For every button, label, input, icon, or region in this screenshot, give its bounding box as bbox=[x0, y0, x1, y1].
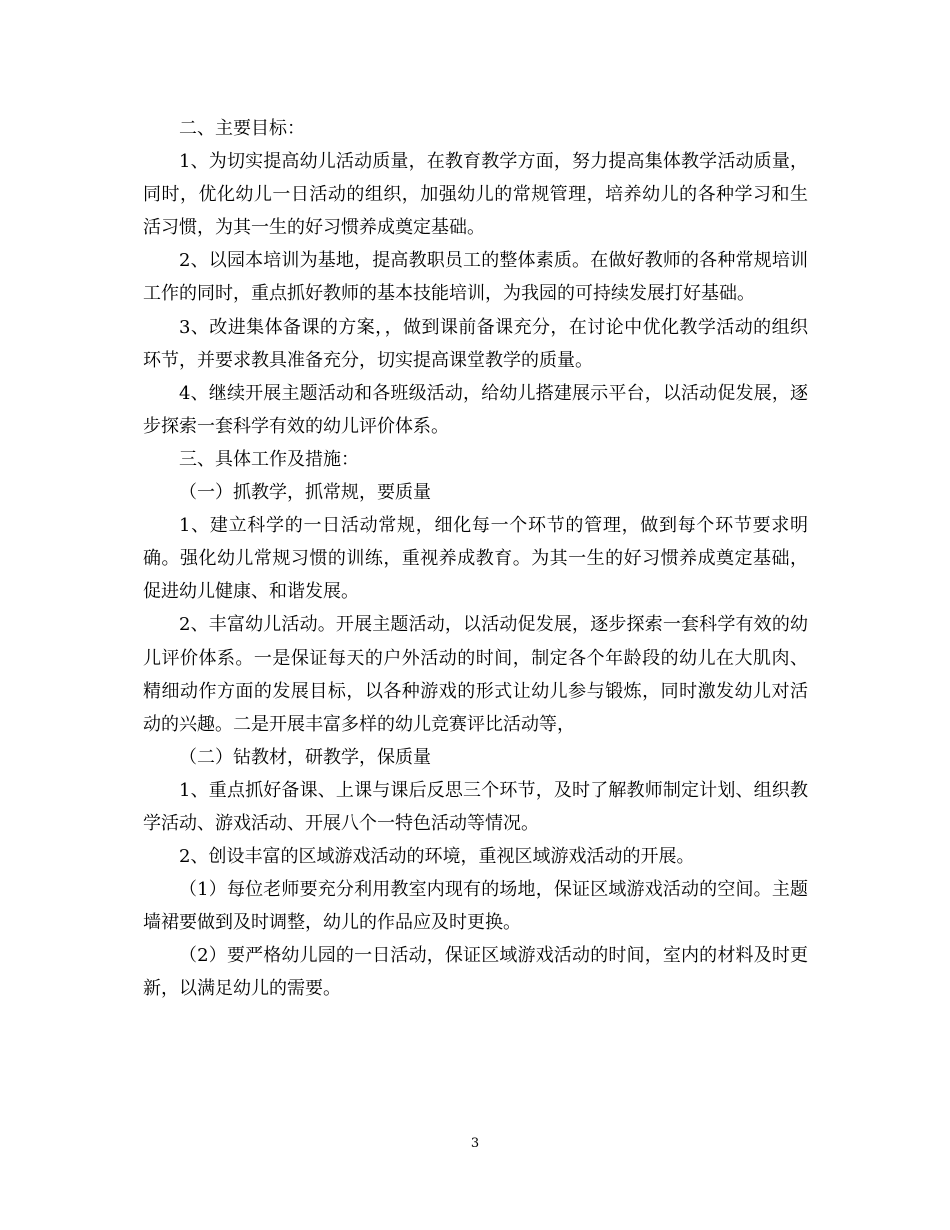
subheading-teaching-routine: （一）抓教学，抓常规，要质量 bbox=[179, 482, 431, 504]
page-number: 3 bbox=[470, 1136, 480, 1151]
heading-specific-measures: 三、具体工作及措施： bbox=[179, 448, 359, 470]
study-1-paragraph: 1、重点抓好备课、上课与课后反思三个环节，及时了解教师制定计划、组织教学活动、游戏活动、开展八个一特色活动等情况。 bbox=[143, 779, 808, 834]
goal-3-paragraph: 3、改进集体备课的方案，，做到课前备课充分，在讨论中优化教学活动的组织环节，并要求教具准备充分，切实提高课堂教学的质量。 bbox=[143, 316, 808, 371]
goal-2-paragraph: 2、以园本培训为基地，提高教职员工的整体素质。在做好教师的各种常规培训工作的同时，重点抓好教师的基本技能培训，为我园的可持续发展打好基础。 bbox=[143, 250, 808, 305]
study-2-paragraph: 2、创设丰富的区域游戏活动的环境，重视区域游戏活动的开展。 bbox=[179, 846, 695, 868]
goal-1-paragraph: 1、为切实提高幼儿活动质量，在教育教学方面，努力提高集体教学活动质量，同时，优化幼儿一日活动的组织，加强幼儿的常规管理，培养幼儿的各种学习和生活习惯，为其一生的好习惯养成奠定基础。 bbox=[143, 151, 808, 239]
subheading-study-materials: （二）钻教材，研教学，保质量 bbox=[179, 746, 431, 768]
heading-main-goals: 二、主要目标： bbox=[179, 118, 305, 139]
document-body bbox=[143, 112, 808, 1006]
study-2-item-1-paragraph: （1）每位老师要充分利用教室内现有的场地，保证区域游戏活动的空间。主题墙裙要做到及时调整，幼儿的作品应及时更换。 bbox=[143, 879, 808, 934]
study-2-item-2-paragraph: （2）要严格幼儿园的一日活动，保证区域游戏活动的时间，室内的材料及时更新，以满足幼儿的需要。 bbox=[143, 945, 808, 1000]
goal-4-paragraph: 4、继续开展主题活动和各班级活动，给幼儿搭建展示平台，以活动促发展，逐步探索一套科学有效的幼儿评价体系。 bbox=[143, 382, 808, 437]
measure-2-paragraph: 2、丰富幼儿活动。开展主题活动，以活动促发展，逐步探索一套科学有效的幼儿评价体系。一是保证每天的户外活动的时间，制定各个年龄段的幼儿在大肌肉、精细动作方面的发展目标，以各种游戏的形式让幼儿参与锻炼，同时激发幼儿对活动的兴趣。二是开展丰富多样的幼儿竞赛评比活动等， bbox=[143, 614, 808, 735]
measure-1-paragraph: 1、建立科学的一日活动常规，细化每一个环节的管理，做到每个环节要求明确。强化幼儿常规习惯的训练，重视养成教育。为其一生的好习惯养成奠定基础，促进幼儿健康、和谐发展。 bbox=[143, 515, 808, 603]
